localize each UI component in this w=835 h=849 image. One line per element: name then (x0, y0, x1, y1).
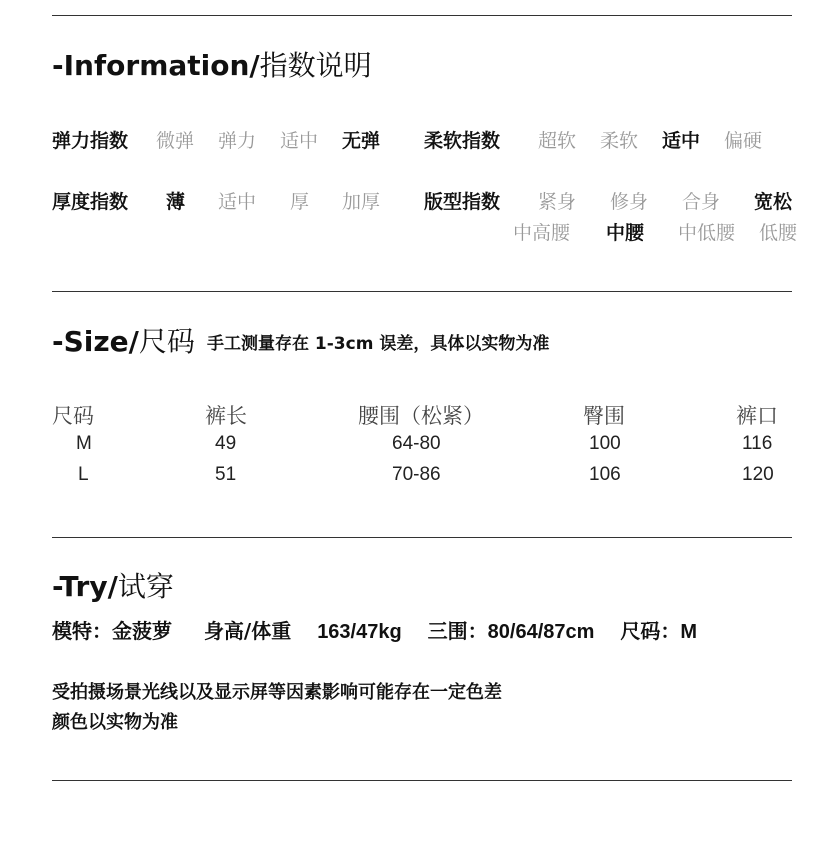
waist-option: 中低腰 (678, 222, 736, 244)
thickness-option-selected: 薄 (166, 191, 186, 213)
elasticity-option-selected: 无弹 (342, 130, 381, 152)
model-info-line (52, 615, 697, 644)
softness-option: 超软 (538, 130, 577, 152)
try-heading-cn: 试穿 (117, 570, 174, 603)
disclaimer-line-2: 颜色以实物为准 (52, 712, 178, 733)
information-heading-en: -Information/ (52, 49, 260, 82)
elasticity-label: 弹力指数 (52, 130, 129, 152)
measurements-value: 80/64/87cm (487, 621, 595, 643)
size-table-cell: L (78, 464, 89, 485)
information-heading (52, 44, 372, 84)
size-table-cell: M (76, 433, 92, 454)
softness-option: 柔软 (600, 130, 639, 152)
thickness-option: 适中 (218, 191, 257, 213)
size-heading-cn: 尺码 (138, 325, 195, 358)
size-heading-en: -Size/ (52, 325, 139, 358)
try-heading-en: -Try/ (52, 570, 118, 603)
size-table-cell: 51 (215, 464, 237, 485)
divider-bottom (52, 780, 792, 781)
divider-top (52, 15, 792, 16)
softness-label: 柔软指数 (424, 130, 501, 152)
try-heading (52, 565, 174, 605)
divider-after-size (52, 537, 792, 538)
softness-option-selected: 适中 (662, 130, 701, 152)
fit-option: 修身 (610, 191, 649, 213)
thickness-option: 厚 (290, 191, 310, 213)
size-heading (52, 320, 195, 360)
size-note: 手工测量存在 1-3cm 误差，具体以实物为准 (207, 334, 550, 354)
height-weight-value: 163/47kg (317, 621, 402, 643)
size-label: 尺码： (620, 619, 681, 643)
size-table-header: 尺码 (52, 404, 94, 428)
size-table-cell: 70-86 (392, 464, 441, 485)
information-heading-cn: 指数说明 (259, 49, 372, 82)
size-table-cell: 120 (742, 464, 774, 485)
divider-after-information (52, 291, 792, 292)
fit-option: 紧身 (538, 191, 577, 213)
size-table-cell: 116 (742, 433, 773, 454)
height-weight-label: 身高/体重 (203, 619, 292, 643)
waist-option-selected: 中腰 (606, 222, 645, 244)
size-table-cell: 100 (589, 433, 621, 454)
model-name: 金菠萝 (112, 619, 172, 643)
size-table-header: 裤口 (736, 404, 778, 428)
model-label: 模特： (52, 619, 112, 643)
fit-label: 版型指数 (424, 191, 501, 213)
waist-option: 中高腰 (513, 222, 571, 244)
measurements-label: 三围： (427, 619, 488, 643)
thickness-label: 厚度指数 (52, 191, 129, 213)
size-value: M (680, 621, 698, 643)
size-table-cell: 64-80 (392, 433, 441, 454)
waist-option: 低腰 (759, 222, 798, 244)
size-table-cell: 106 (589, 464, 621, 485)
size-table-header: 裤长 (205, 404, 247, 428)
fit-option: 合身 (682, 191, 721, 213)
thickness-option: 加厚 (342, 191, 381, 213)
size-table-header: 臀围 (583, 404, 625, 428)
size-table-cell: 49 (215, 433, 237, 454)
size-table-header: 腰围（松紧） (358, 404, 484, 428)
elasticity-option: 微弹 (156, 130, 195, 152)
disclaimer-line-1: 受拍摄场景光线以及显示屏等因素影响可能存在一定色差 (52, 682, 502, 703)
elasticity-option: 适中 (280, 130, 319, 152)
elasticity-option: 弹力 (218, 130, 257, 152)
softness-option: 偏硬 (724, 130, 763, 152)
fit-option-selected: 宽松 (754, 191, 793, 213)
